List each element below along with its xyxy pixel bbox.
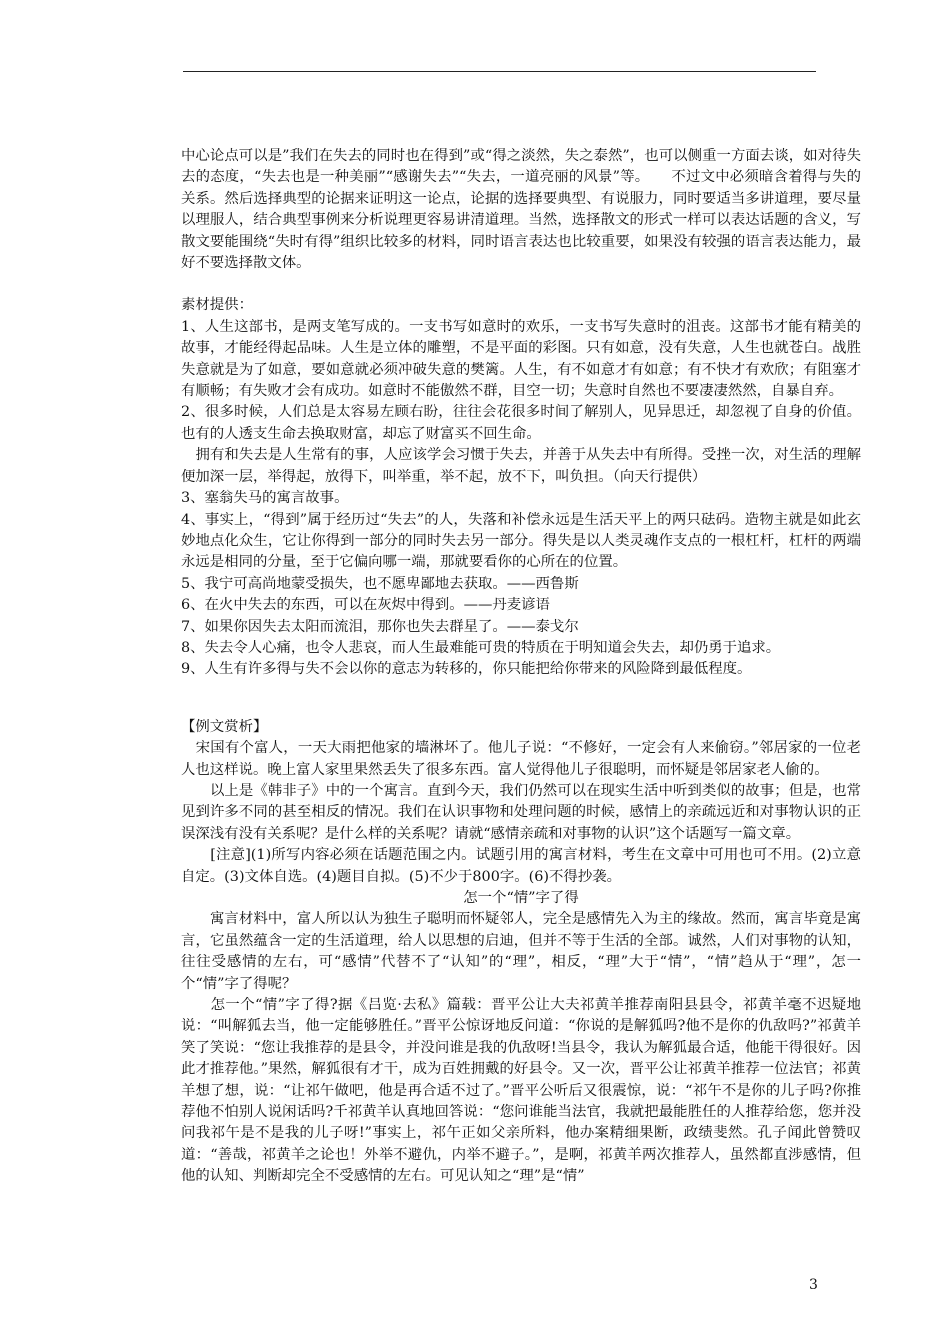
material-item-1: 1、人生这部书，是两支笔写成的。一支书写如意时的欢乐，一支书写失意时的沮丧。这部书才能有精美的故事，才能经得起品味。人生是立体的雕塑，不是平面的彩图。只有如意，没有失意，人生也就苍白。战胜失意就是为了如意，要如意就必须冲破失意的樊篱。人生，有不如意才有如意；有不快才有欢欣；有阻塞才有顺畅；有失败才会有成功。如意时不能傲然不群，目空一切；失意时自然也不要凄凄然然，自暴自弃。 xyxy=(181,318,861,400)
materials-heading: 素材提供： xyxy=(181,297,253,314)
material-item-3: 3、塞翁失马的寓言故事。 xyxy=(181,490,349,507)
material-item-8: 8、失去令人心痛，也令人悲哀，而人生最难能可贵的特质在于明知道会失去，却仍勇于追求。 xyxy=(181,639,781,656)
material-item-2: 2、很多时候，人们总是太容易左顾右盼，往往会花很多时间了解别人，见异思迁，却忽视了自身的价值。也有的人透支生命去换取财富，却忘了财富买不回生命。 xyxy=(181,404,861,442)
material-item-2-cont: 拥有和失去是人生常有的事，人应该学会习惯于失去，并善于从失去中有所得。受挫一次，对生活的理解便加深一层，举得起，放得下，叫举重，举不起，放不下，叫负担。（向天行提供） xyxy=(181,447,861,485)
document-body xyxy=(181,146,861,1188)
example-heading: 【例文赏析】 xyxy=(181,718,268,735)
material-item-6: 6、在火中失去的东西，可以在灰烬中得到。——丹麦谚语 xyxy=(181,597,550,614)
intro-paragraph: 中心论点可以是”我们在失去的同时也在得到”或“得之淡然，失之泰然”，也可以侧重一方面去谈，如对待失去的态度，“失去也是一种美丽”“感谢失去”“失去，一道亮丽的风景”等。 不过文中必须暗含着得与失的关系。然后选择典型的论据来证明这一论点，论据的选择要典型、有说服力，同时要适当多讲道理，要尽量以理服人，结合典型事例来分析说理更容易讲清道理。当然，选择散文的形式一样可以表达话题的含义，写散文要能围绕“失时有得”组织比较多的材料，同时语言表达也比较重要，如果没有较强的语言表达能力，最好不要选择散文体。 xyxy=(181,148,861,272)
material-item-9: 9、人生有许多得与失不会以你的意志为转移的，你只能把给你带来的风险降到最低程度。 xyxy=(181,661,752,678)
example-story: 宋国有个富人，一天大雨把他家的墙淋坏了。他儿子说：“不修好，一定会有人来偷窃。”邻居家的一位老人也这样说。晚上富人家里果然丢失了很多东西。富人觉得他儿子很聪明，而怀疑是邻居家老人偷的。 xyxy=(181,740,861,778)
essay-paragraph-2: 怎一个“情”字了得?据《吕览·去私》篇载：晋平公让大夫祁黄羊推荐南阳县县令，祁黄羊毫不迟疑地说：“叫解狐去当，他一定能够胜任。”晋平公惊讶地反问道：“你说的是解狐吗?他不是你的仇敌吗?”祁黄羊笑了笑说：“您让我推荐的是县令，并没问谁是我的仇敌呀!当县令，我认为解狐最合适，他能干得很好。因此才推荐他。”果然，解狐很有才干，成为百姓拥戴的好县令。又一次，晋平公让祁黄羊推荐一位法官；祁黄羊想了想，说：“让祁午做吧，他是再合适不过了。”晋平公听后又很震惊，说：“祁午不是你的儿子吗?你推荐他不怕别人说闲话吗?千祁黄羊认真地回答说：“您问谁能当法官，我就把最能胜任的人推荐给您，您并没问我祁午是不是我的儿子呀!”事实上，祁午正如父亲所料，他办案精细果断，政绩斐然。孔子闻此曾赞叹道：“善哉，祁黄羊之论也！外举不避仇，内举不避子。”，是啊，祁黄羊两次推荐人，虽然都直涉感情，但他的认知、判断却完全不受感情的左右。可见认知之“理”是“情” xyxy=(181,997,861,1185)
header-rule xyxy=(183,71,816,72)
material-item-7: 7、如果你因失去太阳而流泪，那你也失去群星了。——泰戈尔 xyxy=(181,618,579,635)
example-prompt: 以上是《韩非子》中的一个寓言。直到今天，我们仍然可以在现实生活中听到类似的故事；但是，也常见到许多不同的甚至相反的情况。我们在认识事物和处理问题的时候，感情上的亲疏远近和对事物认识的正误深浅有没有关系呢？是什么样的关系呢？请就“感情亲疏和对事物的认识”这个话题写一篇文章。 xyxy=(181,782,861,842)
essay-paragraph-1: 寓言材料中，富人所以认为独生子聪明而怀疑邻人，完全是感情先入为主的缘故。然而，寓言毕竟是寓言，它虽然蕴含一定的生活道理，给人以思想的启迪，但并不等于生活的全部。诚然，人们对事物的认知，往往受感情的左右，可“感情”代替不了“认知”的“理”，相反，“理”大于“情”，“情”趋从于“理”，怎一个“情”字了得呢？ xyxy=(181,911,861,992)
essay-title: 怎一个“情”字了得 xyxy=(463,890,579,906)
page-number: 3 xyxy=(809,1277,818,1293)
material-item-5: 5、我宁可高尚地蒙受损失，也不愿卑鄙地去获取。——西鲁斯 xyxy=(181,575,579,592)
example-notes: [注意](1)所写内容必须在话题范围之内。试题引用的寓言材料，考生在文章中可用也可不用。(2)立意自定。(3)文体自选。(4)题目自拟。(5)不少于800字。(6)不得抄袭。 xyxy=(181,847,861,885)
material-item-4: 4、事实上，“得到”属于经历过“失去”的人，失落和补偿永远是生活天平上的两只砝码。造物主就是如此玄妙地点化众生，它让你得到一部分的同时失去另一部分。得失是以人类灵魂作支点的一根杠杆，杠杆的两端永远是相同的分量，至于它偏向哪一端，那就要看你的心所在的位置。 xyxy=(181,511,861,571)
